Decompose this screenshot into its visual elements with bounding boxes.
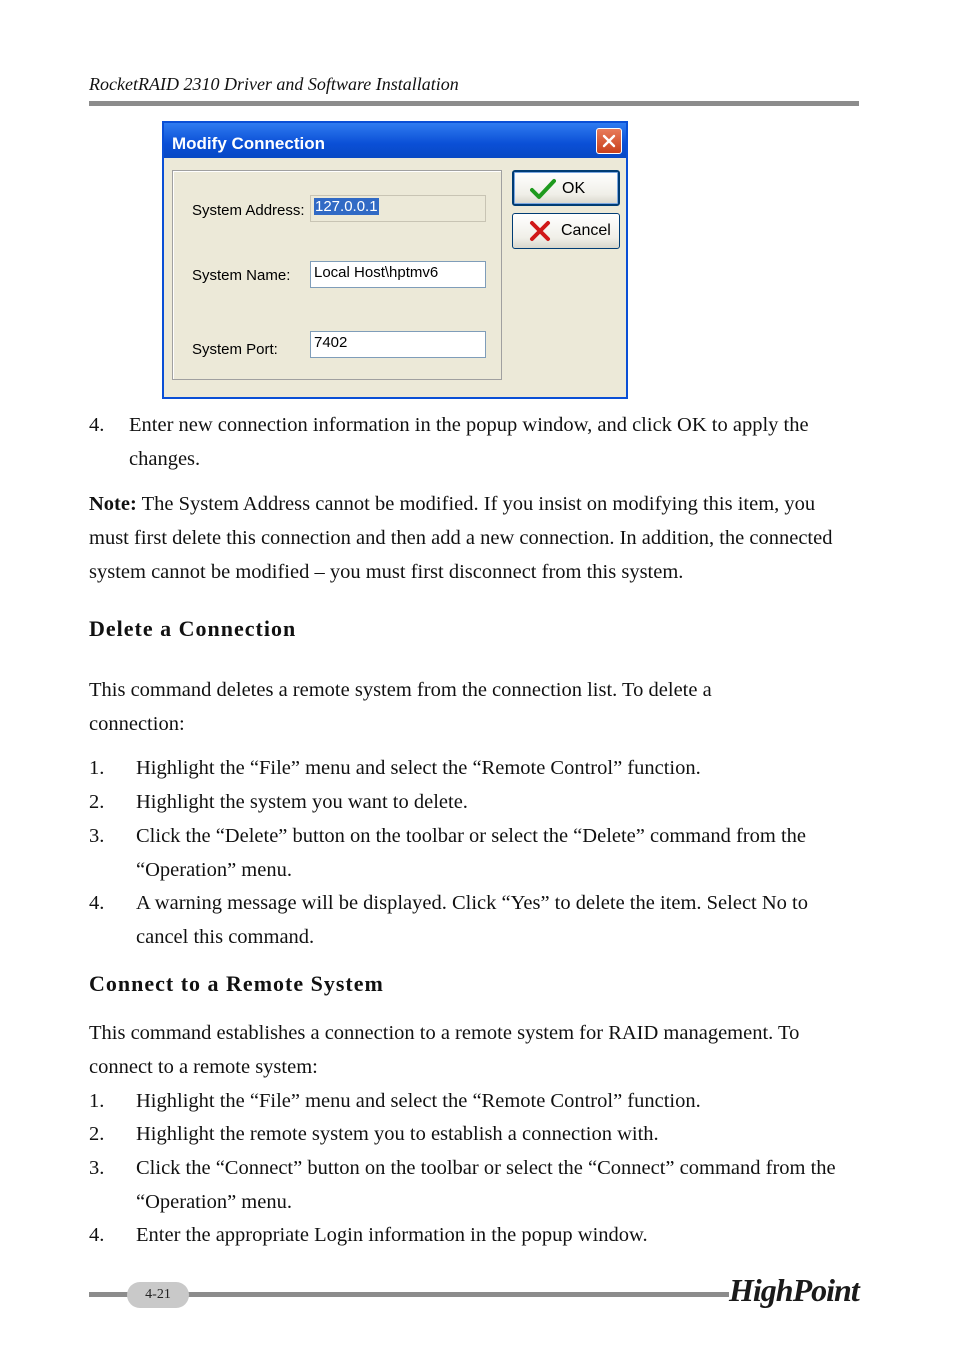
system-address-label: System Address: <box>192 202 305 219</box>
system-port-value: 7402 <box>314 334 348 351</box>
list-item <box>89 1151 859 1219</box>
note-lead: Note: <box>89 493 137 515</box>
list-text: Enter new connection information in the popup window, and click OK to apply the changes. <box>129 414 809 470</box>
cancel-button[interactable] <box>512 213 620 249</box>
list-number: 1. <box>89 1090 105 1112</box>
list-text: Highlight the remote system you to establish a connection with. <box>136 1123 659 1145</box>
ok-button[interactable] <box>512 170 620 206</box>
list-number: 4. <box>89 1224 105 1246</box>
list-text: Click the “Delete” button on the toolbar or select the “Delete” command from the “Operation” menu. <box>136 825 806 881</box>
list-item <box>89 751 859 785</box>
list-item <box>89 819 859 887</box>
system-address-field[interactable] <box>310 195 486 222</box>
note-paragraph <box>89 487 859 589</box>
section-heading-connect: Connect to a Remote System <box>89 971 384 996</box>
list-text: Highlight the system you want to delete. <box>136 791 468 813</box>
system-name-label: System Name: <box>192 267 291 284</box>
close-button[interactable] <box>596 128 622 154</box>
list-text: A warning message will be displayed. Click “Yes” to delete the item. Select No to cancel this command. <box>136 892 808 948</box>
system-name-value: Local Host\hptmv6 <box>314 264 439 281</box>
check-icon <box>530 178 556 200</box>
list-item <box>89 408 859 476</box>
header-rule <box>89 101 859 106</box>
list-number: 2. <box>89 1123 105 1145</box>
list-text: Highlight the “File” menu and select the “Remote Control” function. <box>136 757 701 779</box>
list-item <box>89 886 859 954</box>
list-item <box>89 1117 859 1151</box>
list-number: 3. <box>89 825 105 847</box>
list-number: 2. <box>89 791 105 813</box>
list-text: Click the “Connect” button on the toolbar or select the “Connect” command from the “Operation” menu. <box>136 1157 836 1213</box>
list-item <box>89 785 859 819</box>
note-text: The System Address cannot be modified. If you insist on modifying this item, you must first delete this connection and then add a new connection. In addition, the connected system cannot be modified – you must first disconnect from this system. <box>89 493 833 583</box>
dialog-title: Modify Connection <box>172 134 325 153</box>
list-number: 4. <box>89 892 105 914</box>
list-number: 1. <box>89 757 105 779</box>
system-name-field[interactable] <box>310 261 486 288</box>
ok-button-label: OK <box>562 180 586 197</box>
list-number: 3. <box>89 1157 105 1179</box>
list-item <box>89 1084 859 1118</box>
list-number: 4. <box>89 414 105 436</box>
delete-intro: This command deletes a remote system from the connection list. To delete a connection: <box>89 679 712 735</box>
x-icon <box>529 220 551 242</box>
system-port-field[interactable] <box>310 331 486 358</box>
dialog-titlebar <box>164 123 626 158</box>
highpoint-logo: HighPoint <box>729 1272 859 1308</box>
cancel-button-label: Cancel <box>561 222 611 239</box>
list-text: Enter the appropriate Login information in the popup window. <box>136 1224 648 1246</box>
page-number: 4-21 <box>127 1282 189 1308</box>
running-header: RocketRAID 2310 Driver and Software Installation <box>89 74 459 94</box>
list-text: Highlight the “File” menu and select the “Remote Control” function. <box>136 1090 701 1112</box>
list-item <box>89 1218 859 1252</box>
close-icon <box>602 134 616 148</box>
connect-intro: This command establishes a connection to a remote system for RAID management. To connect to a remote system: <box>89 1022 800 1078</box>
section-heading-delete: Delete a Connection <box>89 616 297 641</box>
system-port-label: System Port: <box>192 341 278 358</box>
modify-connection-dialog <box>162 121 628 399</box>
system-address-value: 127.0.0.1 <box>315 198 378 215</box>
